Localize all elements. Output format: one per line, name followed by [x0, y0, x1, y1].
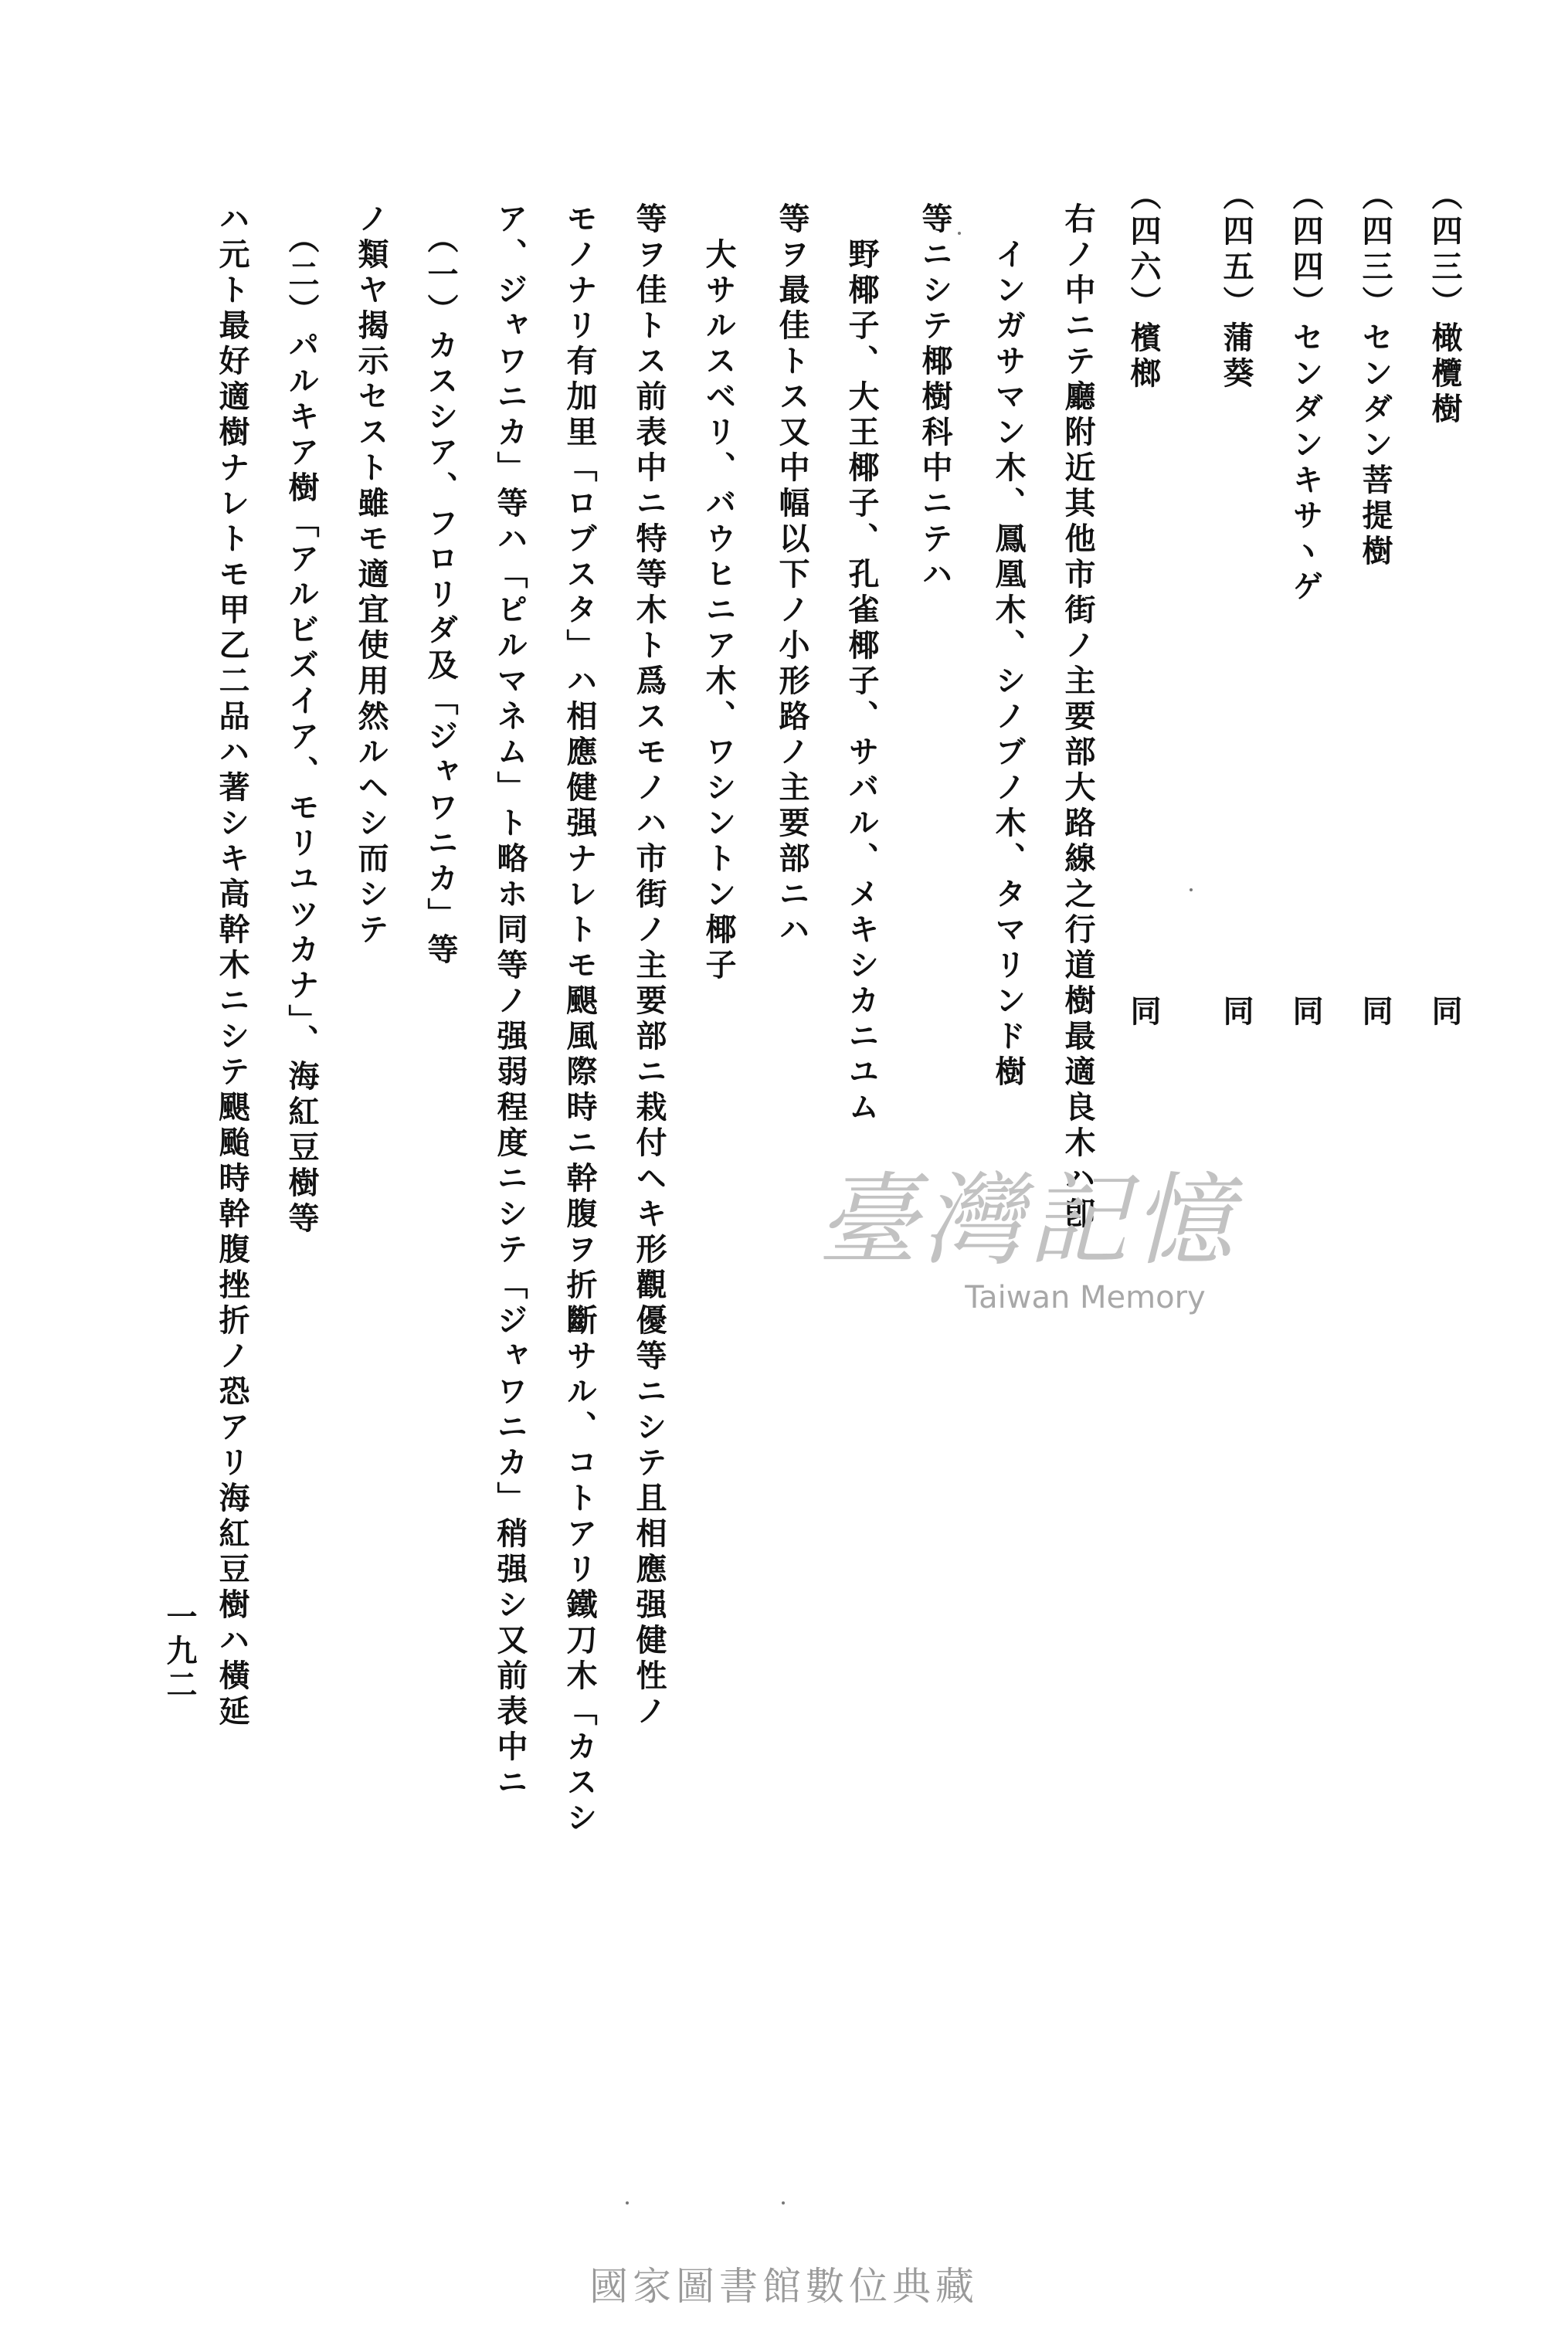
body-column: 等ヲ佳トス前表中ニ特等木ト爲スモノハ市街ノ主要部ニ栽付ヘキ形觀優等ニシテ且相應强健性ノ — [631, 202, 667, 1730]
scan-speck — [1190, 888, 1193, 891]
body-column: モノナリ有加里「ロブスタ」ハ相應健强ナレトモ颶風際時ニ幹腹ヲ折斷サル、コトアリ鐵刀木「カスシ — [562, 202, 598, 1837]
body-column: 右ノ中ニテ廳附近其他市街ノ主要部大路線之行道樹最適良木ハ卽 — [1060, 202, 1096, 1233]
body-column: インガサマン木、鳳凰木、シノブノ木、タマリンド樹 — [990, 202, 1027, 1091]
tree-list-item-43a — [1427, 179, 1463, 428]
tree-name: センダンキサヽゲ — [1288, 321, 1324, 606]
body-column: 大サルスベリ、バウヒニア木、ワシントン椰子 — [701, 202, 737, 984]
list-index: （四四） — [1288, 179, 1324, 321]
list-note: 同 — [1125, 995, 1162, 1026]
tree-name: センダン菩提樹 — [1357, 321, 1393, 570]
body-column: （二）パルキア樹「アルビズイア、モリユツカナ」、海紅豆樹等 — [283, 202, 320, 1237]
body-column: （一）カスシア、フロリダ及「ジャワニカ」等 — [423, 202, 459, 969]
body-column: 野椰子、大王椰子、孔雀椰子、サバル、メキシカニユム — [843, 202, 880, 1126]
watermark-logo — [780, 1162, 1274, 1348]
footer-archive-credit: 國家圖書館數位典藏 — [589, 2264, 979, 2309]
body-column: ノ類ヤ揭示セスト雖モ適宜使用然ルヘシ而シテ — [353, 202, 389, 949]
tree-name: 橄欖樹 — [1427, 321, 1463, 428]
body-column: 等ニシテ椰樹科中ニテハ — [917, 202, 953, 593]
body-column: 等ヲ最佳トス又中幅以下ノ小形路ノ主要部ニハ — [774, 202, 810, 949]
tree-list-item-45 — [1218, 179, 1254, 392]
list-index: （四六） — [1125, 179, 1162, 321]
tree-list-item-44 — [1288, 179, 1324, 606]
list-index: （四五） — [1218, 179, 1254, 321]
tree-name: 蒲葵 — [1218, 321, 1254, 392]
tree-name: 檳榔 — [1125, 321, 1162, 392]
list-note: 同 — [1357, 995, 1393, 1026]
scan-speck — [782, 2201, 785, 2205]
watermark-chinese: 臺灣記憶 — [816, 1162, 1237, 1279]
scan-speck — [626, 2201, 629, 2205]
list-note: 同 — [1288, 995, 1324, 1026]
list-index: （四三） — [1357, 179, 1393, 321]
list-note: 同 — [1427, 995, 1463, 1026]
tree-list-item-43b — [1357, 179, 1393, 570]
body-column: ハ元ト最好適樹ナレトモ甲乙二品ハ著シキ高幹木ニシテ颶颱時幹腹挫折ノ恐アリ海紅豆樹ハ橫延 — [214, 202, 250, 1730]
watermark-english: Taiwan Memory — [965, 1280, 1206, 1315]
list-note: 同 — [1218, 995, 1254, 1026]
tree-list-item-46 — [1125, 179, 1162, 392]
list-index: （四三） — [1427, 179, 1463, 321]
body-column: ア、ジャワニカ」等ハ「ピルマネム」ト略ホ同等ノ强弱程度ニシテ「ジャワニカ」稍强シ又前表中ニ — [492, 202, 528, 1801]
scan-speck — [958, 232, 961, 235]
page-number: 一九二 — [161, 1600, 198, 1702]
